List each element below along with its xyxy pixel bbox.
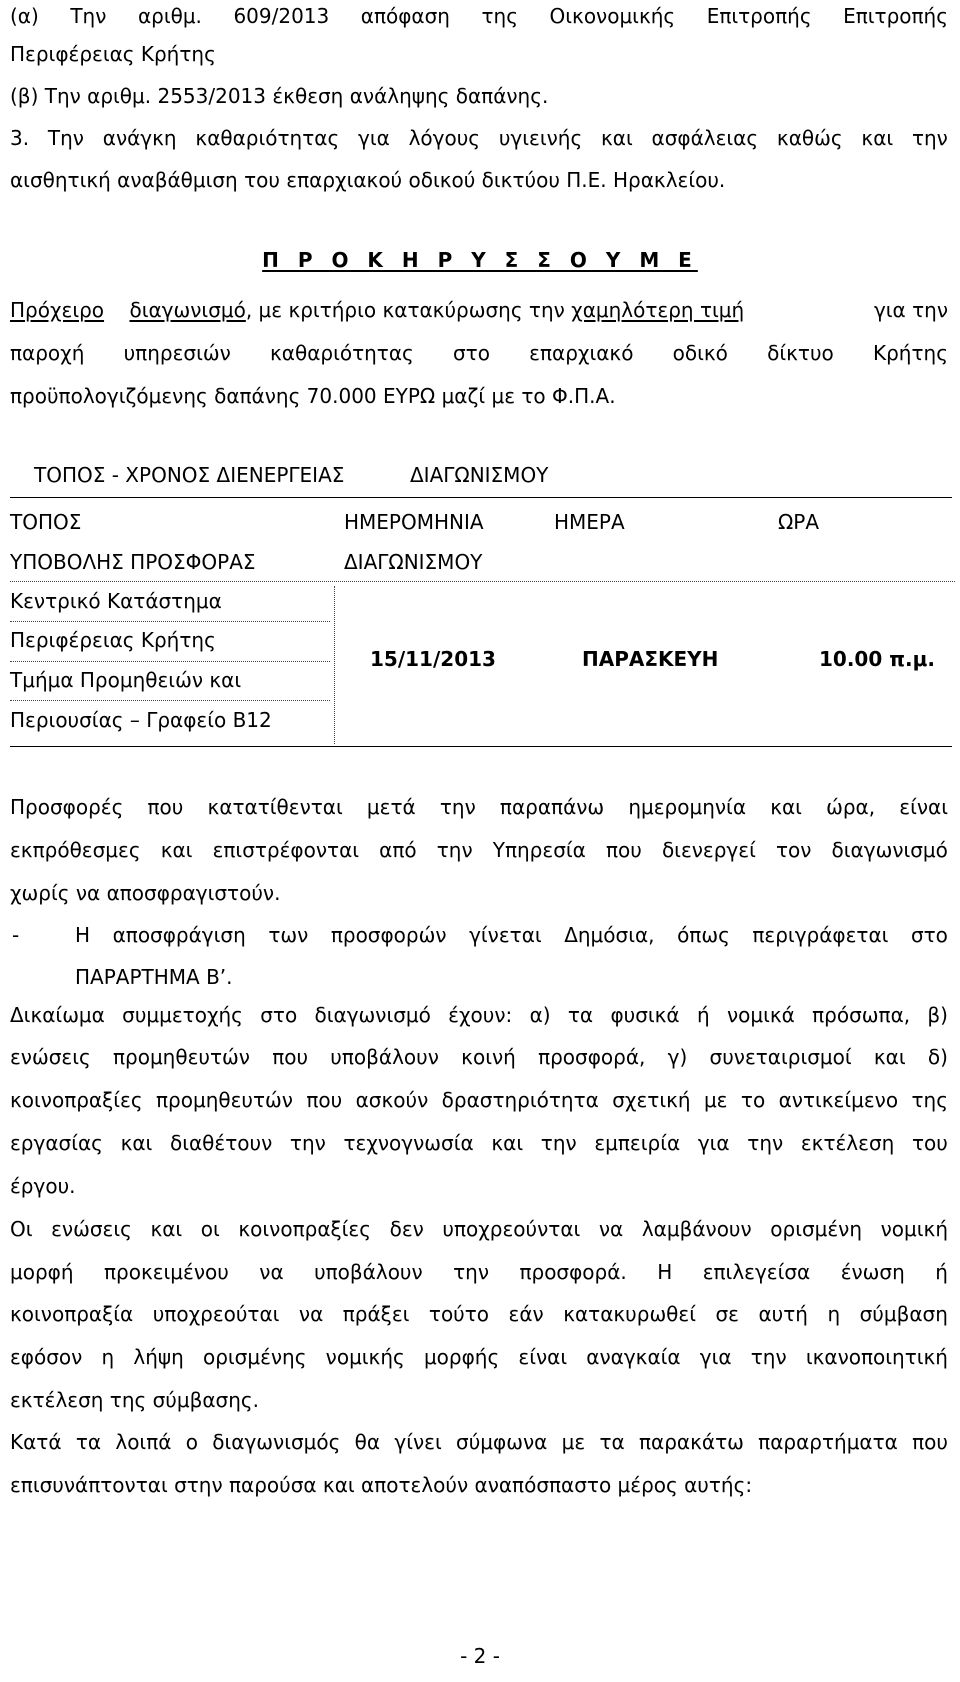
word: Δημόσια, [564, 923, 655, 947]
word: δ) [927, 1045, 948, 1069]
word: ένωση [840, 1260, 905, 1284]
word: να [598, 1217, 624, 1241]
word: προμηθευτών [156, 1088, 293, 1112]
word: και [861, 126, 894, 150]
late-offers-line3: χωρίς να αποσφραγιστούν. [10, 881, 281, 905]
word: μορφής [423, 1345, 500, 1369]
word: της [481, 4, 518, 28]
word: που [306, 1088, 343, 1112]
word: κατακυρωθεί [563, 1302, 696, 1326]
word: παραρτήματα [758, 1430, 898, 1454]
word: των [268, 923, 309, 947]
word: της [911, 1088, 948, 1112]
header-place-line1: ΤΟΠΟΣ [10, 510, 82, 534]
word: να [259, 1260, 284, 1284]
word: γ) [667, 1045, 688, 1069]
section-title-part1: ΤΟΠΟΣ - ΧΡΟΝΟΣ ΔΙΕΝΕΡΓΕΙΑΣ [34, 463, 345, 487]
word: συνεταιρισμοί [709, 1045, 852, 1069]
word: με [703, 1088, 728, 1112]
word: κοινοπραξία [10, 1302, 134, 1326]
word: προμηθευτών [112, 1045, 250, 1069]
word: τα [75, 1430, 102, 1454]
word: προκειμένου [103, 1260, 229, 1284]
tender-date: 15/11/2013 [370, 647, 496, 671]
bullet-line2: ΠΑΡΑΡΤΗΜΑ Β’. [75, 965, 233, 989]
word: Δικαίωμα [10, 1003, 105, 1027]
word: ικανοποιητική [805, 1345, 948, 1369]
word: είναι [899, 795, 948, 819]
word: θα [354, 1430, 381, 1454]
word: καθαριότητας [195, 126, 340, 150]
word: ενώσεις [10, 1045, 91, 1069]
word: υποβάλουν [314, 1260, 423, 1284]
word: λόγους [408, 126, 481, 150]
word: αριθμ. [137, 4, 202, 28]
word: Επιτροπής [706, 4, 812, 28]
word: φυσικά [610, 1003, 680, 1027]
word: ασκούν [355, 1088, 429, 1112]
announcement-line3: προϋπολογιζόμενης δαπάνης 70.000 ΕΥΡΩ μαζί με το Φ.Π.Α. [10, 384, 616, 408]
word: Προσφορές [10, 795, 124, 819]
word: για [699, 1345, 732, 1369]
tender-time: 10.00 π.μ. [819, 647, 935, 671]
word: μορφή [10, 1260, 74, 1284]
word: τον [775, 838, 812, 862]
joint-line4 [10, 1344, 948, 1370]
word: υποχρεούται [152, 1302, 280, 1326]
word: υποχρεούνται [442, 1217, 581, 1241]
word: κοινοπραξίες [238, 1217, 371, 1241]
word: δεν [389, 1217, 424, 1241]
place-divider-3 [10, 700, 330, 701]
tender-day: ΠΑΡΑΣΚΕΥΗ [582, 647, 719, 671]
word: που [912, 1430, 948, 1454]
section-title-part2: ΔΙΑΓΩΝΙΣΜΟΥ [410, 463, 549, 487]
word: καθαριότητας [270, 341, 414, 365]
word: Η [657, 1260, 673, 1284]
word: αναγκαία [586, 1345, 681, 1369]
participation-line5: έργου. [10, 1174, 76, 1198]
intro-b-line: (β) Την αριθμ. 2553/2013 έκθεση ανάληψης δαπάνης. [10, 84, 549, 108]
participation-line4 [10, 1130, 948, 1156]
word: όπως [677, 923, 730, 947]
joint-line2 [10, 1259, 948, 1285]
word: εκπρόθεσμες [10, 838, 141, 862]
word: υποβάλουν [330, 1045, 439, 1069]
word: τούτο [428, 1302, 490, 1326]
word: η [827, 1302, 841, 1326]
joint-line5: εκτέλεση της σύμβασης. [10, 1388, 259, 1412]
word: παροχή [10, 341, 85, 365]
place-line4: Περιουσίας – Γραφείο Β12 [10, 708, 272, 732]
word: που [272, 1045, 309, 1069]
header-day: ΗΜΕΡΑ [554, 510, 625, 534]
word: Η [75, 923, 91, 947]
word: που [605, 838, 642, 862]
word: την [436, 838, 473, 862]
word: στο [260, 1003, 298, 1027]
word: πράξει [342, 1302, 410, 1326]
procheiro-word: Πρόχειρο [10, 298, 105, 322]
announcement-line2 [10, 340, 948, 366]
announcement-tail: για την [873, 298, 948, 322]
word: για [697, 1131, 730, 1155]
word: διενεργεί [661, 838, 756, 862]
place-line2: Περιφέρειας Κρήτης [10, 628, 216, 652]
word: παραπάνω [499, 795, 605, 819]
announcement-mid-text: , με κριτήριο κατακύρωσης την [245, 298, 565, 322]
word: προσφορά. [519, 1260, 627, 1284]
item3-line2: αισθητική αναβάθμιση του επαρχιακού οδικού δικτύου Π.Ε. Ηρακλείου. [10, 168, 726, 192]
word: και [600, 126, 633, 150]
word: προσφορά, [538, 1045, 646, 1069]
word: κατατίθενται [207, 795, 343, 819]
place-divider-1 [10, 621, 330, 622]
word: ώρα, [826, 795, 876, 819]
word: εκτέλεση [800, 1131, 895, 1155]
word: σε [715, 1302, 739, 1326]
word: την [453, 1260, 490, 1284]
word: κοινή [461, 1045, 516, 1069]
participation-line2 [10, 1044, 948, 1070]
closing-line2: επισυνάπτονται στην παρούσα και αποτελούν αναπόσπαστο μέρος αυτής: [10, 1473, 753, 1497]
table-bottom-rule [10, 746, 952, 747]
word: την [750, 1345, 787, 1369]
place-line1: Κεντρικό Κατάστημα [10, 589, 222, 613]
word: λαμβάνουν [641, 1217, 752, 1241]
late-offers-line2 [10, 837, 948, 863]
word: ασφάλειας [651, 126, 759, 150]
joint-line3 [10, 1301, 948, 1327]
word: του [911, 1131, 948, 1155]
word: 3. [10, 126, 30, 150]
header-date-line2: ΔΙΑΓΩΝΙΣΜΟΥ [344, 550, 483, 574]
word: (α) [10, 4, 39, 28]
word: απόφαση [360, 4, 450, 28]
word: τεχνογνωσία [343, 1131, 474, 1155]
participation-line1 [10, 1002, 948, 1028]
word: είναι [518, 1345, 568, 1369]
word: και [150, 1217, 183, 1241]
place-line3: Τμήμα Προμηθειών και [10, 668, 242, 692]
word: αυτή [758, 1302, 808, 1326]
word: επιλεγείσα [702, 1260, 811, 1284]
intro-a-line1 [10, 3, 948, 29]
place-column-divider [334, 586, 335, 744]
word: δίκτυο [767, 341, 834, 365]
word: συμμετοχής [122, 1003, 243, 1027]
word: και [120, 1131, 153, 1155]
place-divider-2 [10, 661, 330, 662]
word: για [357, 126, 390, 150]
word: οι [200, 1217, 220, 1241]
word: πρόσωπα, [812, 1003, 911, 1027]
word: διαθέτουν [169, 1131, 273, 1155]
word: και [160, 838, 193, 862]
word: εφόσον [10, 1345, 83, 1369]
word: και [770, 795, 802, 819]
word: Την [47, 126, 84, 150]
word: νομική [880, 1217, 948, 1241]
word: εάν [508, 1302, 544, 1326]
word: επαρχιακό [529, 341, 634, 365]
word: αποσφράγιση [112, 923, 246, 947]
word: ή [935, 1260, 948, 1284]
word: β) [927, 1003, 948, 1027]
word: α) [529, 1003, 551, 1027]
word: σχετική [612, 1088, 691, 1112]
bullet-line1 [75, 922, 948, 948]
word: από [379, 838, 417, 862]
word: ενώσεις [51, 1217, 132, 1241]
word: επιστρέφονται [212, 838, 360, 862]
word: περιγράφεται [752, 923, 889, 947]
header-divider [10, 581, 955, 582]
word: παρακάτω [639, 1430, 744, 1454]
word: στο [453, 341, 490, 365]
word: την [289, 1131, 326, 1155]
proclamation-heading: Π Ρ Ο Κ Η Ρ Υ Σ Σ Ο Υ Μ Ε [262, 248, 698, 272]
word: γίνει [394, 1430, 442, 1454]
table-top-rule [10, 497, 952, 498]
word: στο [910, 923, 948, 947]
word: που [147, 795, 184, 819]
closing-line1 [10, 1429, 948, 1455]
word: έχουν: [448, 1003, 513, 1027]
word: διαγωνισμό [314, 1003, 431, 1027]
word: υπηρεσιών [123, 341, 231, 365]
word: η [101, 1345, 115, 1369]
word: το [740, 1088, 766, 1112]
word: διαγωνισμός [212, 1430, 341, 1454]
intro-a-line2: Περιφέρειας Κρήτης [10, 42, 216, 66]
word: ημερομηνία [628, 795, 747, 819]
joint-line1 [10, 1216, 948, 1242]
word: λήψη [133, 1345, 184, 1369]
header-place-line2: ΥΠΟΒΟΛΗΣ ΠΡΟΣΦΟΡΑΣ [10, 550, 256, 574]
word: την [439, 795, 476, 819]
word: την [747, 1131, 784, 1155]
announcement-line1 [10, 297, 744, 323]
word: εργασίας [10, 1131, 103, 1155]
word: τα [599, 1430, 625, 1454]
page-number: - 2 - [460, 1644, 500, 1668]
word: σύμβαση [859, 1302, 948, 1326]
word: ορισμένη [770, 1217, 863, 1241]
word: Οι [10, 1217, 33, 1241]
word: 609/2013 [233, 4, 330, 28]
word: διαγωνισμό [831, 838, 948, 862]
word: να [298, 1302, 324, 1326]
word: καθώς [776, 126, 843, 150]
word: τα [567, 1003, 594, 1027]
word: και [491, 1131, 524, 1155]
word: προσφορών [330, 923, 447, 947]
word: υγιεινής [498, 126, 583, 150]
word: νομικής [325, 1345, 405, 1369]
word: ή [696, 1003, 710, 1027]
word: δραστηριότητα [441, 1088, 599, 1112]
lowest-price-text: χαμηλότερη τιμή [571, 298, 745, 322]
item3-line1 [10, 125, 948, 151]
header-time: ΩΡΑ [778, 510, 820, 534]
word: και [873, 1045, 906, 1069]
word: Την [70, 4, 107, 28]
word: οδικό [672, 341, 728, 365]
word: την [911, 126, 948, 150]
word: λοιπά [115, 1430, 172, 1454]
word: Κρήτης [873, 341, 948, 365]
word: Κατά [10, 1430, 62, 1454]
word: Υπηρεσία [492, 838, 586, 862]
diagonismo-word: διαγωνισμό [129, 298, 246, 322]
word: γίνεται [469, 923, 542, 947]
word: Οικονομικής [549, 4, 676, 28]
word: ο [185, 1430, 198, 1454]
word: αντικείμενο [778, 1088, 899, 1112]
participation-line3 [10, 1087, 948, 1113]
word: σύμφωνα [456, 1430, 548, 1454]
word: ορισμένης [202, 1345, 307, 1369]
word: ανάγκη [102, 126, 177, 150]
word: εμπειρία [594, 1131, 681, 1155]
word: κοινοπραξίες [10, 1088, 143, 1112]
late-offers-line1 [10, 794, 948, 820]
bullet-marker: - [12, 923, 20, 947]
word: νομικά [726, 1003, 795, 1027]
word: μετά [366, 795, 416, 819]
word: την [540, 1131, 577, 1155]
word: Επιτροπής [843, 4, 948, 28]
word: με [561, 1430, 586, 1454]
header-date-line1: ΗΜΕΡΟΜΗΝΙΑ [344, 510, 484, 534]
